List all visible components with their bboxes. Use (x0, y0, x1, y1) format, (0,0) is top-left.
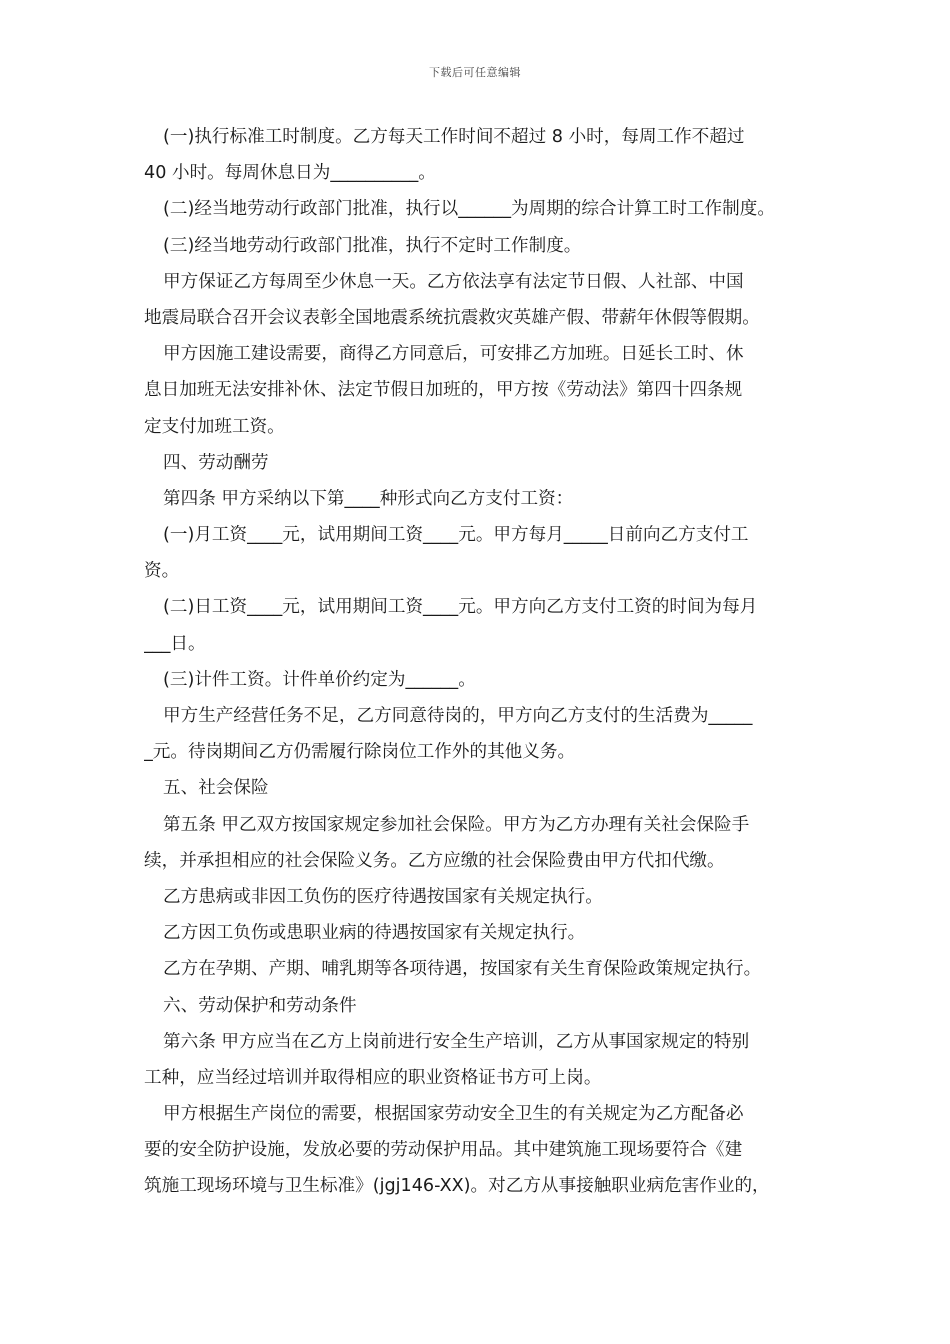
document-line: 地震局联合召开会议表彰全国地震系统抗震救灾英雄产假、带薪年休假等假期。 (144, 307, 760, 328)
document-line: 乙方因工负伤或患职业病的待遇按国家有关规定执行。 (163, 923, 586, 944)
document-line: _元。待岗期间乙方仍需履行除岗位工作外的其他义务。 (144, 742, 576, 763)
document-line: (二)经当地劳动行政部门批准，执行以______为周期的综合计算工时工作制度。 (163, 199, 775, 220)
document-line: 续，并承担相应的社会保险义务。乙方应缴的社会保险费由甲方代扣代缴。 (144, 850, 725, 871)
document-line: 40 小时。每周休息日为__________。 (144, 163, 436, 184)
document-line: 四、劳动酬劳 (163, 452, 269, 473)
document-line: 第六条 甲方应当在乙方上岗前进行安全生产培训，乙方从事国家规定的特别 (163, 1031, 750, 1052)
document-line: 资。 (144, 561, 180, 582)
document-line: (三)计件工资。计件单价约定为______。 (163, 669, 476, 690)
page-header: 下载后可任意编辑 (429, 66, 521, 79)
document-line: 第四条 甲方采纳以下第____种形式向乙方支付工资： (163, 488, 574, 509)
document-line: 五、社会保险 (163, 778, 269, 799)
document-line: 要的安全防护设施，发放必要的劳动保护用品。其中建筑施工现场要符合《建 (144, 1140, 743, 1161)
document-line: 甲方因施工建设需要，商得乙方同意后，可安排乙方加班。日延长工时、休 (163, 344, 744, 365)
document-line: (三)经当地劳动行政部门批准，执行不定时工作制度。 (163, 235, 582, 256)
document-line: 定支付加班工资。 (144, 416, 285, 437)
document-line: 第五条 甲乙双方按国家规定参加社会保险。甲方为乙方办理有关社会保险手 (163, 814, 750, 835)
document-line: 六、劳动保护和劳动条件 (163, 995, 357, 1016)
document-line: (二)日工资____元，试用期间工资____元。甲方向乙方支付工资的时间为每月 (163, 597, 758, 618)
document-line: ___日。 (144, 633, 206, 654)
document-line: (一)月工资____元，试用期间工资____元。甲方每月_____日前向乙方支付工 (163, 525, 749, 546)
document-line: 甲方保证乙方每周至少休息一天。乙方依法享有法定节日假、人社部、中国 (163, 271, 744, 292)
document-body (144, 119, 814, 1205)
document-line: 乙方患病或非因工负伤的医疗待遇按国家有关规定执行。 (163, 886, 603, 907)
document-line: 乙方在孕期、产期、哺乳期等各项待遇，按国家有关生育保险政策规定执行。 (163, 959, 762, 980)
document-line: 筑施工现场环境与卫生标准》(jgj146-XX)。对乙方从事接触职业病危害作业的， (144, 1176, 770, 1197)
document-line: 甲方根据生产岗位的需要，根据国家劳动安全卫生的有关规定为乙方配备必 (163, 1104, 744, 1125)
document-line: 息日加班无法安排补休、法定节假日加班的，甲方按《劳动法》第四十四条规 (144, 380, 743, 401)
document-line: 甲方生产经营任务不足，乙方同意待岗的，甲方向乙方支付的生活费为_____ (163, 706, 753, 726)
document-line: 工种，应当经过培训并取得相应的职业资格证书方可上岗。 (144, 1067, 602, 1088)
document-line: (一)执行标准工时制度。乙方每天工作时间不超过 8 小时，每周工作不超过 (163, 127, 745, 147)
